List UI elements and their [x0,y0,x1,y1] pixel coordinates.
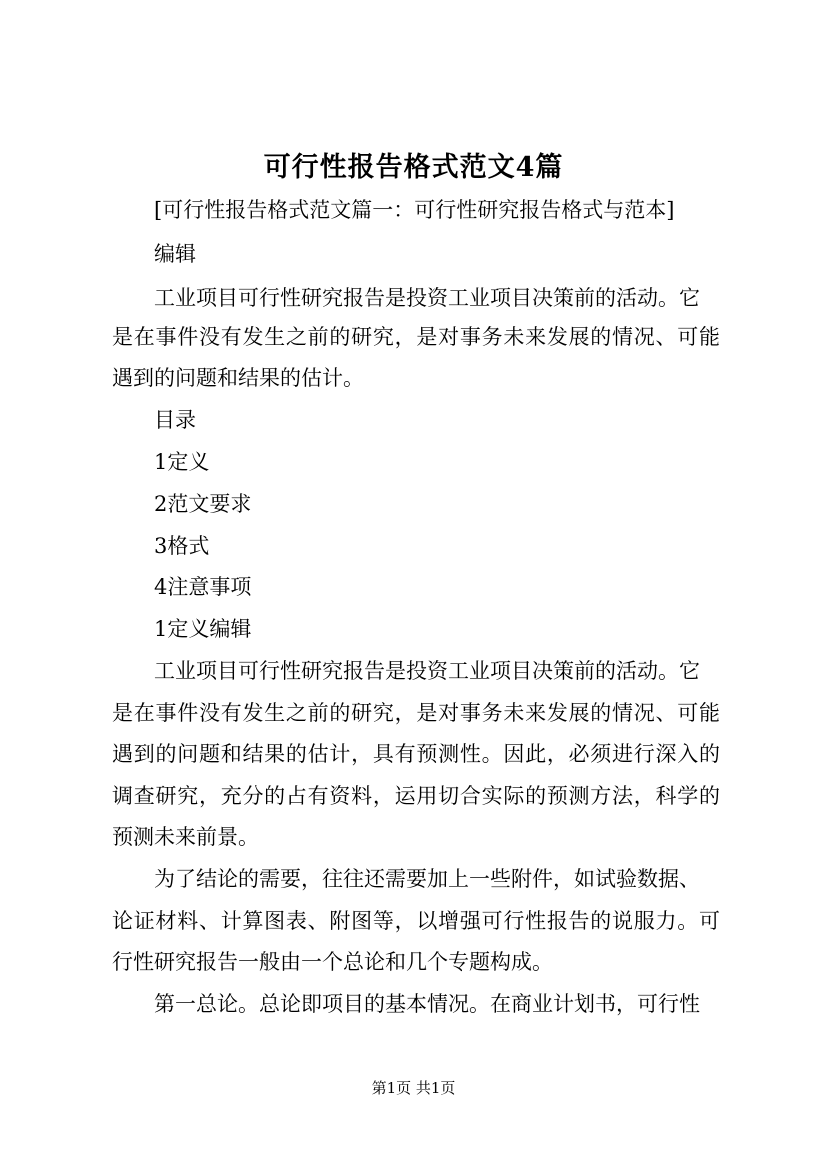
paragraph-line: 工业项目可行性研究报告是投资工业项目决策前的活动。它 [154,659,700,683]
paragraph-line: 是在事件没有发生之前的研究，是对事务未来发展的情况、可能 [112,701,720,725]
document-subtitle: [可行性报告格式范文篇一：可行性研究报告格式与范本] [154,198,675,222]
paragraph-line: 为了结论的需要，往往还需要加上一些附件，如试验数据、 [154,867,700,891]
paragraph-line: 遇到的问题和结果的估计，具有预测性。因此，必须进行深入的 [112,742,720,766]
paragraph-line: 是在事件没有发生之前的研究，是对事务未来发展的情况、可能 [112,325,720,349]
toc-item: 1定义 [154,450,210,474]
toc-heading: 目录 [154,408,196,432]
paragraph-line: 行性研究报告一般由一个总论和几个专题构成。 [112,950,553,974]
page-footer: 第1页 共1页 [371,1079,456,1097]
document-title: 可行性报告格式范文4篇 [263,152,564,183]
paragraph-line: 论证材料、计算图表、附图等，以增强可行性报告的说服力。可 [112,909,720,933]
section-heading: 1定义编辑 [154,617,252,641]
paragraph-line: 调查研究，充分的占有资料，运用切合实际的预测方法，科学的 [112,784,720,808]
paragraph-line: 预测未来前景。 [112,825,259,849]
toc-item: 3格式 [154,534,210,558]
paragraph-line: 工业项目可行性研究报告是投资工业项目决策前的活动。它 [154,286,700,310]
toc-item: 2范文要求 [154,492,252,516]
edit-label: 编辑 [154,242,196,266]
toc-item: 4注意事项 [154,575,252,599]
paragraph-line: 遇到的问题和结果的估计。 [112,366,364,390]
paragraph-line: 第一总论。总论即项目的基本情况。在商业计划书，可行性 [154,992,700,1016]
